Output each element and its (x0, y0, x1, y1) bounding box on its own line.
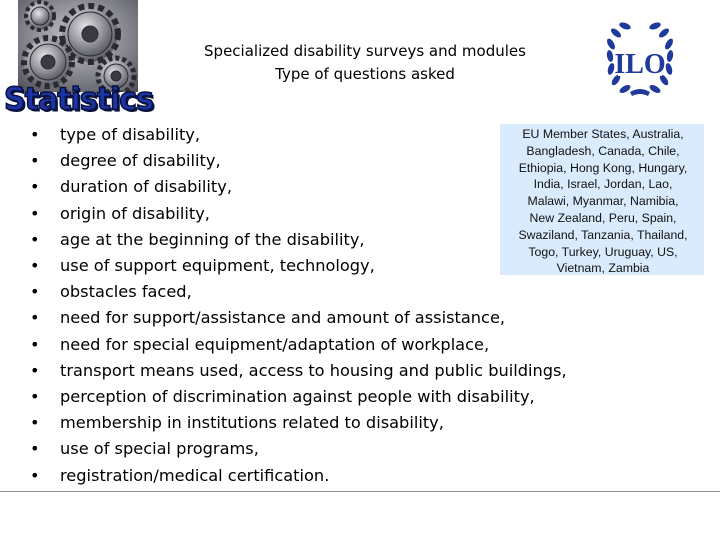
list-item-text: need for support/assistance and amount of assistance, (60, 308, 506, 328)
gears-image (18, 0, 138, 92)
bullet-icon: • (30, 151, 40, 171)
list-item (30, 305, 567, 331)
bullet-icon: • (30, 413, 40, 433)
list-item-text: type of disability, (60, 125, 201, 144)
list-item (30, 463, 567, 489)
statistics-logo (4, 0, 153, 118)
bullet-icon: • (30, 125, 40, 144)
countries-line: EU Member States, Australia, (522, 127, 684, 141)
bullet-icon: • (30, 465, 40, 485)
bullet-icon: • (30, 229, 40, 249)
bullet-icon: • (30, 334, 40, 354)
countries-line: New Zealand, Peru, Spain, (529, 210, 677, 225)
ilo-text: ILO (614, 49, 666, 80)
countries-line: Swaziland, Tanzania, Thailand, (518, 227, 688, 242)
list-item (30, 122, 567, 148)
slide-title (150, 40, 580, 86)
bullet-icon: • (30, 439, 40, 459)
list-item (30, 332, 567, 358)
list-item (30, 358, 567, 384)
bullet-icon: • (30, 360, 40, 380)
bullet-icon: • (30, 387, 40, 407)
list-item-text: age at the beginning of the disability, (60, 229, 365, 249)
ilo-logo (604, 18, 676, 98)
list-item-text: duration of disability, (60, 177, 232, 197)
bullet-icon: • (30, 282, 40, 302)
list-item-text: membership in institutions related to disability, (60, 413, 444, 433)
countries-line: Bangladesh, Canada, Chile, (526, 143, 680, 158)
list-item (30, 253, 567, 279)
bullet-icon: • (30, 256, 40, 276)
statistics-wordmark: Statistics (4, 81, 153, 118)
bullet-icon: • (30, 308, 40, 328)
list-item-text: perception of discrimination against people with disability, (60, 387, 535, 407)
countries-line: Malawi, Myanmar, Namibia, (527, 194, 679, 209)
list-item (30, 279, 567, 305)
list-item-text: obstacles faced, (60, 282, 192, 302)
list-item-text: degree of disability, (60, 151, 221, 171)
list-item (30, 201, 567, 227)
countries-line: Togo, Turkey, Uruguay, US, (528, 244, 678, 259)
list-item-text: use of special programs, (60, 439, 259, 459)
list-item-text: need for special equipment/adaptation of workplace, (60, 334, 490, 354)
list-item-text: origin of disability, (60, 203, 210, 223)
bullet-icon: • (30, 177, 40, 197)
list-item (30, 227, 567, 253)
title-line-1: Specialized disability surveys and modules (204, 42, 526, 60)
title-line-2: Type of questions asked (275, 65, 455, 83)
list-item (30, 410, 567, 436)
countries-line: India, Israel, Jordan, Lao, (533, 177, 673, 192)
list-item (30, 174, 567, 200)
bottom-divider (0, 491, 720, 492)
list-item (30, 148, 567, 174)
list-item (30, 384, 567, 410)
list-item-text: use of support equipment, technology, (60, 256, 375, 276)
question-list (30, 122, 567, 489)
countries-line: Ethiopia, Hong Kong, Hungary, (518, 160, 688, 175)
list-item (30, 436, 567, 462)
bullet-icon: • (30, 203, 40, 223)
list-item-text: registration/medical certification. (60, 465, 330, 485)
list-item-text: transport means used, access to housing and public buildings, (60, 360, 567, 380)
countries-line: Vietnam, Zambia (556, 261, 650, 276)
